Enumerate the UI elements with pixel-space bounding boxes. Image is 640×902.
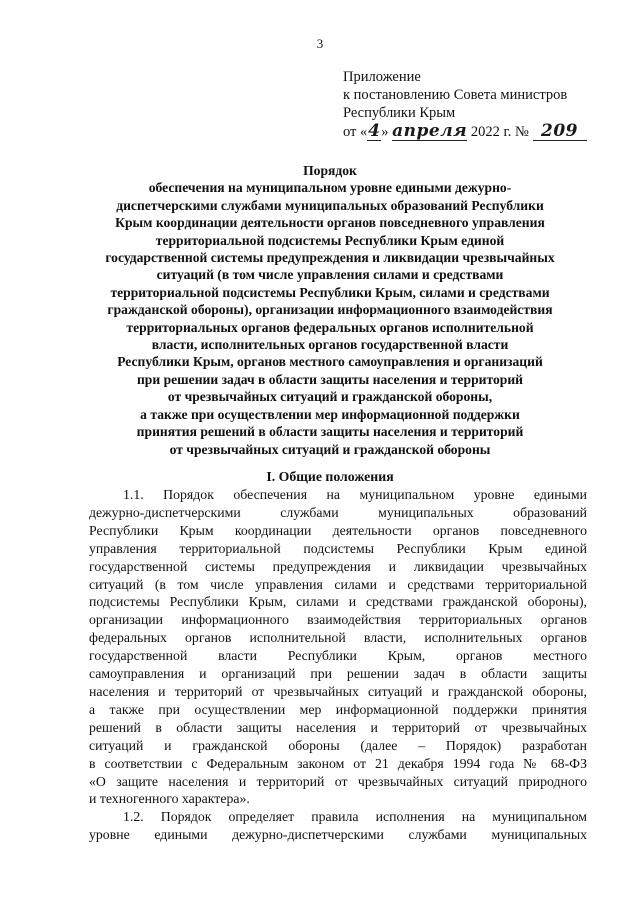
title-line: власти, исполнительных органов государственной власти bbox=[151, 337, 509, 353]
paragraph-line: государственной системы предупреждения и ликвидации чрезвычайных bbox=[89, 558, 587, 574]
date-year: 2022 г. № bbox=[470, 124, 529, 140]
paragraph-line: федеральных органов исполнительной власти, исполнительных органов bbox=[89, 630, 587, 646]
paragraph-line: и техногенного характера». bbox=[89, 791, 250, 807]
title-line: от чрезвычайных ситуаций и гражданской обороны, bbox=[167, 389, 493, 405]
title-line: территориальных органов федеральных органов исполнительной bbox=[126, 319, 534, 335]
title-line: государственной системы предупреждения и ликвидации чрезвычайных bbox=[105, 250, 555, 266]
paragraph-line: подсистемы Республики Крым, силами и средствами гражданской обороны), bbox=[89, 594, 587, 610]
paragraph-line: ситуаций и гражданской обороны (далее – Порядок) разработан bbox=[89, 737, 587, 753]
title-line: обеспечения на муниципальном уровне едиными дежурно- bbox=[148, 180, 512, 196]
title-line: при решении задач в области защиты населения и территорий bbox=[136, 371, 524, 387]
title-line: а также при осуществлении мер информационной поддержки bbox=[140, 406, 520, 422]
paragraph-line: населения и территорий от чрезвычайных ситуаций и гражданской обороны, bbox=[89, 683, 587, 699]
paragraph-line: государственной власти Республики Крым, органов местного bbox=[89, 648, 587, 664]
paragraph-line: дежурно-диспетчерскими службами муниципальных образований bbox=[89, 504, 587, 520]
appendix-line-2: к постановлению Совета министров bbox=[343, 87, 568, 103]
paragraph-line: самоуправления и организаций при решении задач в области защиты bbox=[89, 666, 587, 682]
title-line: территориальной подсистемы Республики Крым единой bbox=[155, 232, 505, 248]
paragraph-line: Республики Крым координации деятельности органов повседневного bbox=[89, 522, 587, 538]
date-prefix: от « bbox=[343, 124, 368, 140]
title-line: принятия решений в области защиты населения и территорий bbox=[136, 424, 524, 440]
appendix-line-1: Приложение bbox=[343, 69, 421, 85]
title-line: от чрезвычайных ситуаций и гражданской обороны bbox=[169, 441, 491, 457]
document-title bbox=[70, 162, 590, 458]
section-heading: I. Общие положения bbox=[266, 469, 394, 484]
paragraph-line: решений в области защиты населения и территорий от чрезвычайных bbox=[89, 719, 587, 735]
page-number: 3 bbox=[316, 36, 324, 51]
title-line: территориальной подсистемы Республики Крым, силами и средствами bbox=[110, 284, 550, 300]
date-mid: » bbox=[381, 124, 389, 140]
paragraph-line: уровне едиными дежурно-диспетчерскими службами муниципальных bbox=[89, 827, 587, 843]
title-line: ситуаций (в том числе управления силами и средствами bbox=[156, 267, 504, 283]
title-line: Республики Крым, органов местного самоуправления и организаций bbox=[117, 354, 543, 370]
paragraph-line: в соответствии с Федеральным законом от 21 декабря 1994 года № 68-ФЗ bbox=[89, 755, 587, 771]
paragraph-line: «О защите населения и территорий от чрезвычайных ситуаций природного bbox=[89, 773, 587, 789]
paragraph-line: организации информационного взаимодействия территориальных органов bbox=[89, 612, 587, 628]
title-heading: Порядок bbox=[303, 163, 357, 178]
title-line: диспетчерскими службами муниципальных образований Республики bbox=[116, 197, 544, 213]
appendix-block bbox=[343, 68, 623, 141]
body-text bbox=[89, 486, 587, 844]
document-number-handwritten: 209 bbox=[533, 122, 587, 141]
appendix-date-line bbox=[343, 122, 623, 141]
title-line: гражданской обороны), организации информационного взаимодействия bbox=[107, 302, 553, 318]
paragraph-line: ситуаций (в том числе управления силами и средствами территориальной bbox=[89, 576, 587, 592]
date-month-handwritten: апреля bbox=[392, 121, 468, 141]
paragraph-line: управления территориальной подсистемы Республики Крым единой bbox=[89, 540, 587, 556]
appendix-line-3: Республики Крым bbox=[343, 105, 456, 121]
paragraph-line: 1.1. Порядок обеспечения на муниципальном уровне едиными bbox=[123, 487, 587, 502]
paragraph-line: а также при осуществлении мер информационной поддержки принятия bbox=[89, 701, 587, 717]
title-line: Крым координации деятельности органов повседневного управления bbox=[115, 215, 545, 231]
paragraph-line: 1.2. Порядок определяет правила исполнения на муниципальном bbox=[123, 809, 587, 825]
date-day-handwritten: 4 bbox=[368, 121, 381, 141]
